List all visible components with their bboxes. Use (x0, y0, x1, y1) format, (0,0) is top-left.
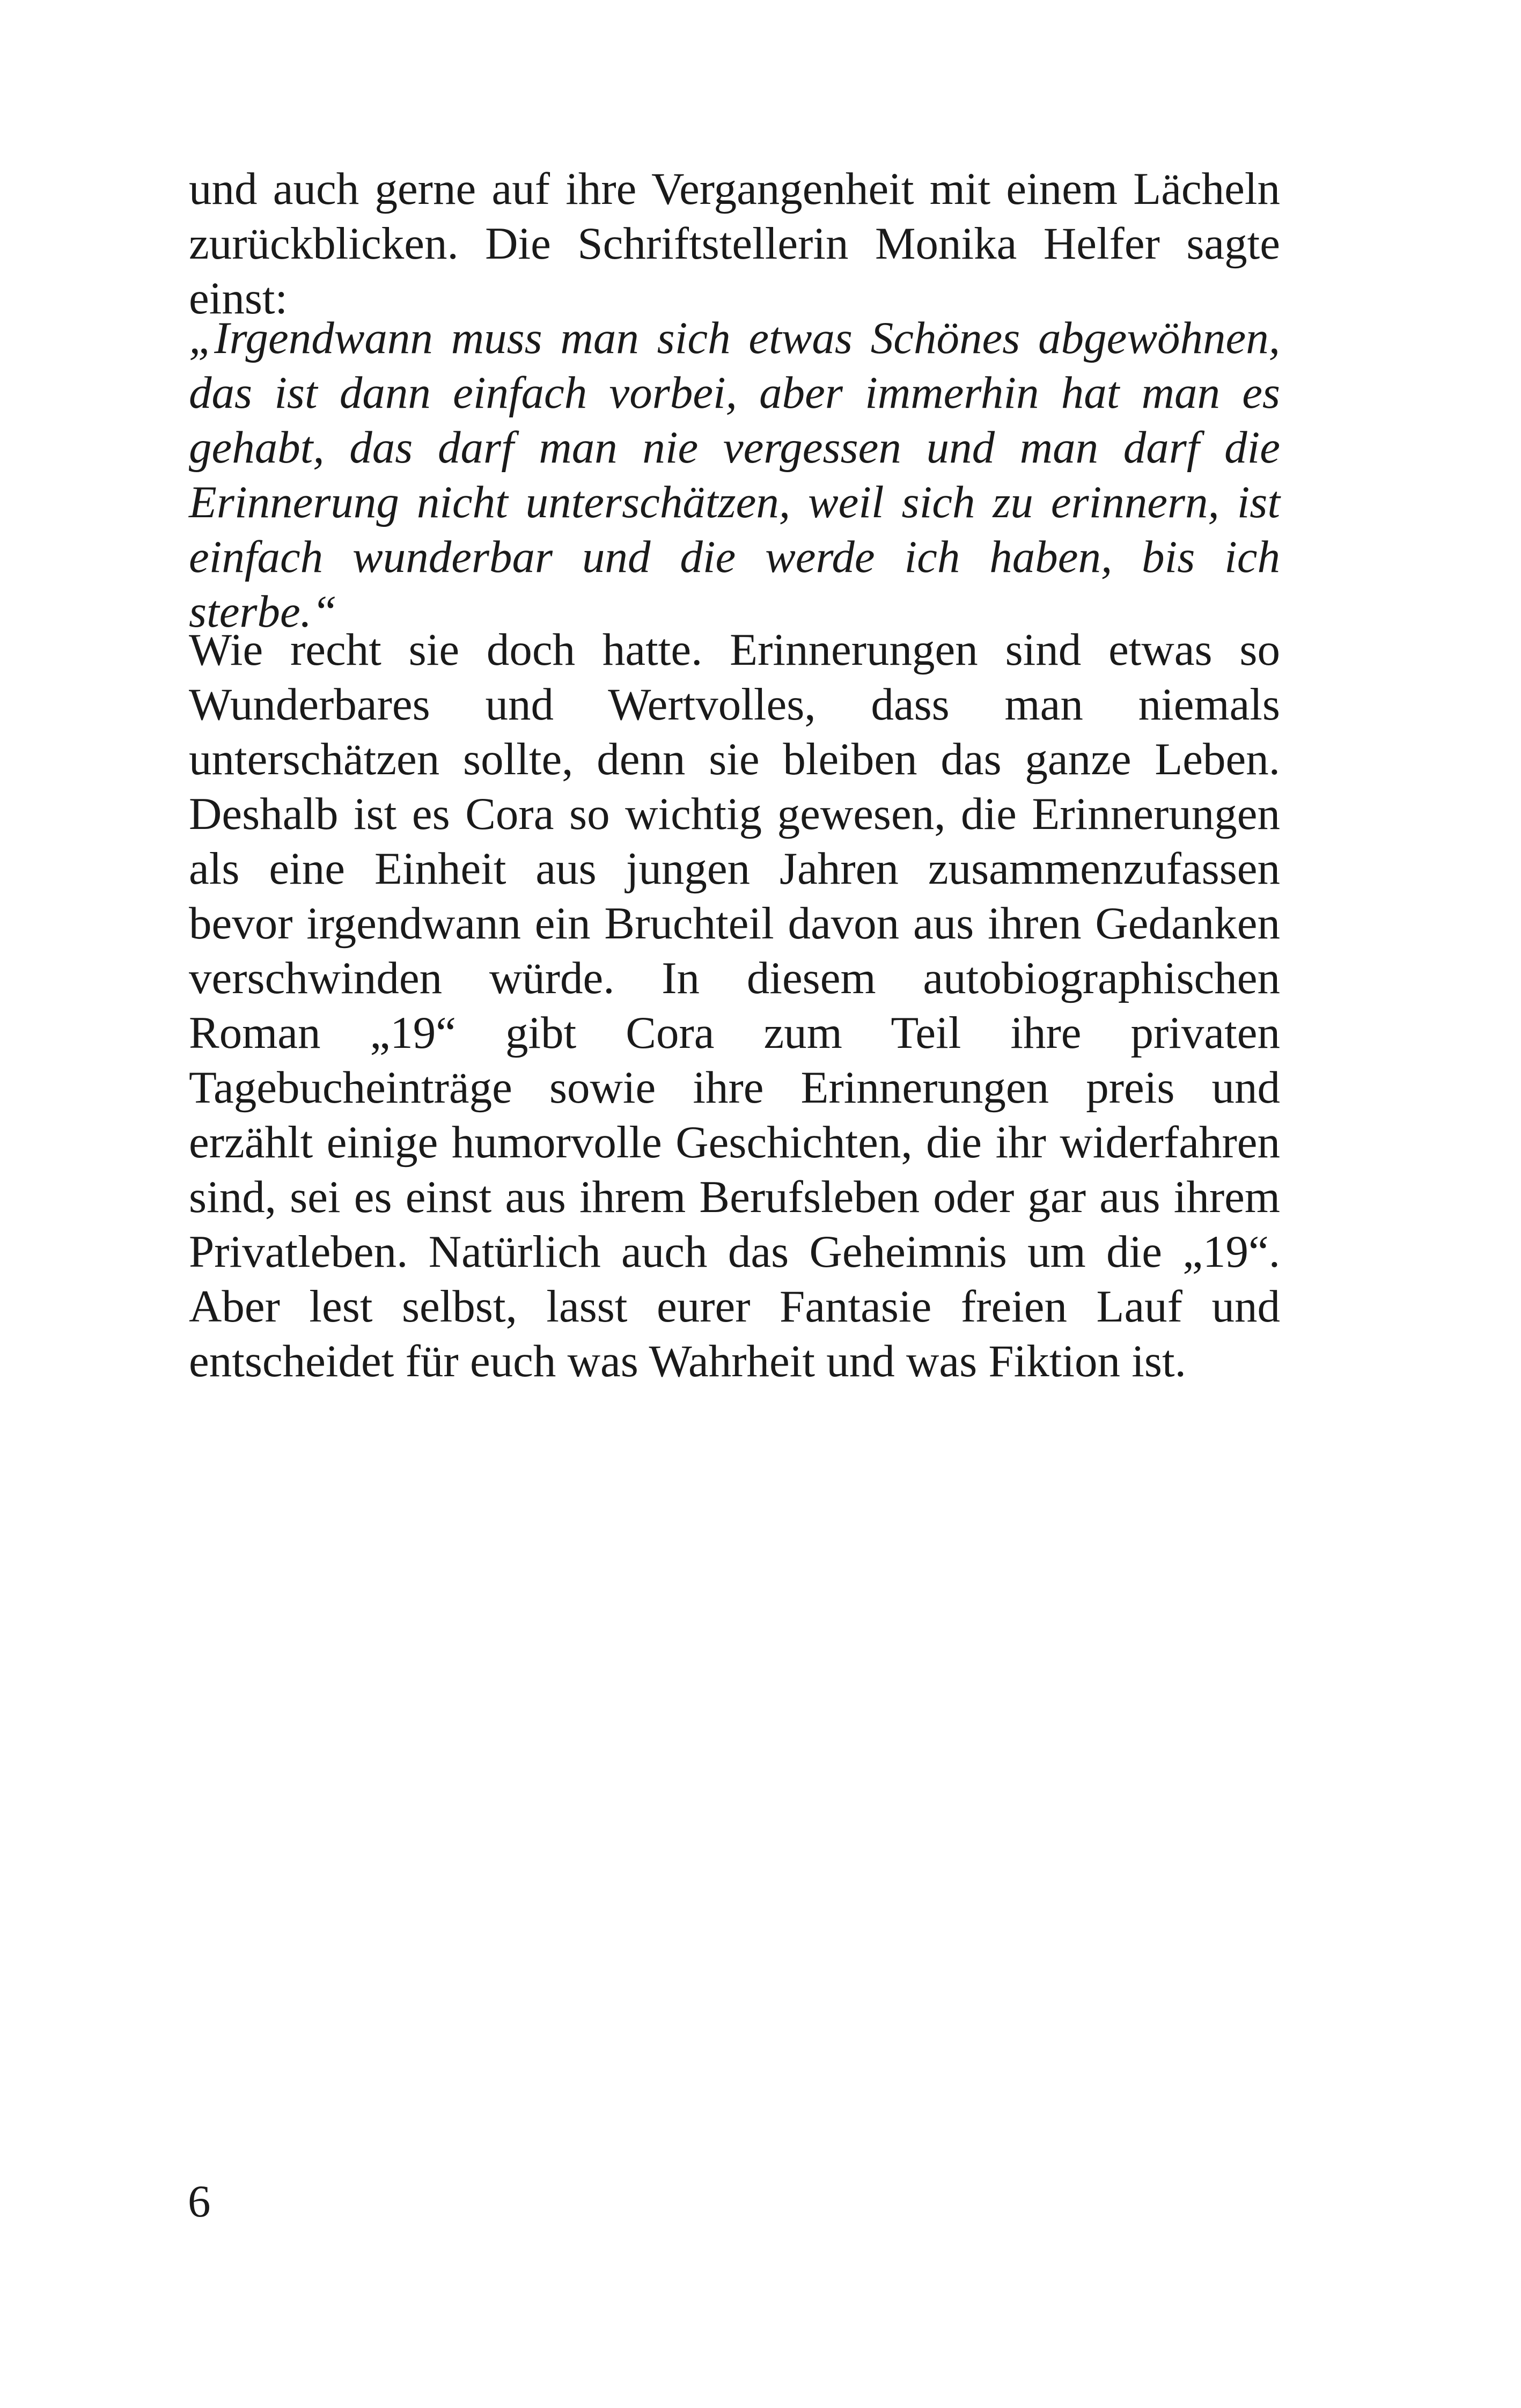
intro-paragraph: und auch gerne auf ihre Vergangenheit mit einem Lächeln zurückblicken. Die Schriftstellerin Monika Helfer sagte einst: (189, 164, 1280, 324)
page-number: 6 (188, 2176, 211, 2227)
body-paragraph: Wie recht sie doch hatte. Erinnerungen sind etwas so Wunderbares und Wertvolles, dass man niemals unterschätzen sollte, denn sie bleiben das ganze Leben. Deshalb ist es Cora so wichtig gewesen, die Erinnerungen als eine Einheit aus jungen Jahren zusammenzufassen bevor irgendwann ein Bruchteil davon aus ihren Gedanken verschwinden würde. In diesem autobiographischen Roman „19“ gibt Cora zum Teil ihre privaten Tagebucheinträge sowie ihre Erinnerungen preis und erzählt einige humorvolle Geschichten, die ihr widerfahren sind, sei es einst aus ihrem Berufsleben oder gar aus ihrem Privatleben. Natürlich auch das Geheimnis um die „19“. Aber lest selbst, lasst eurer Fantasie freien Lauf und entscheidet für euch was Wahrheit und was Fiktion ist. (189, 625, 1280, 1386)
quote-paragraph: „Irgendwann muss man sich etwas Schönes abgewöhnen, das ist dann einfach vorbei, aber immerhin hat man es gehabt, das darf man nie vergessen und man darf die Erinnerung nicht unterschätzen, weil sich zu erinnern, ist einfach wunderbar und die werde ich haben, bis ich sterbe.“ (189, 313, 1280, 637)
